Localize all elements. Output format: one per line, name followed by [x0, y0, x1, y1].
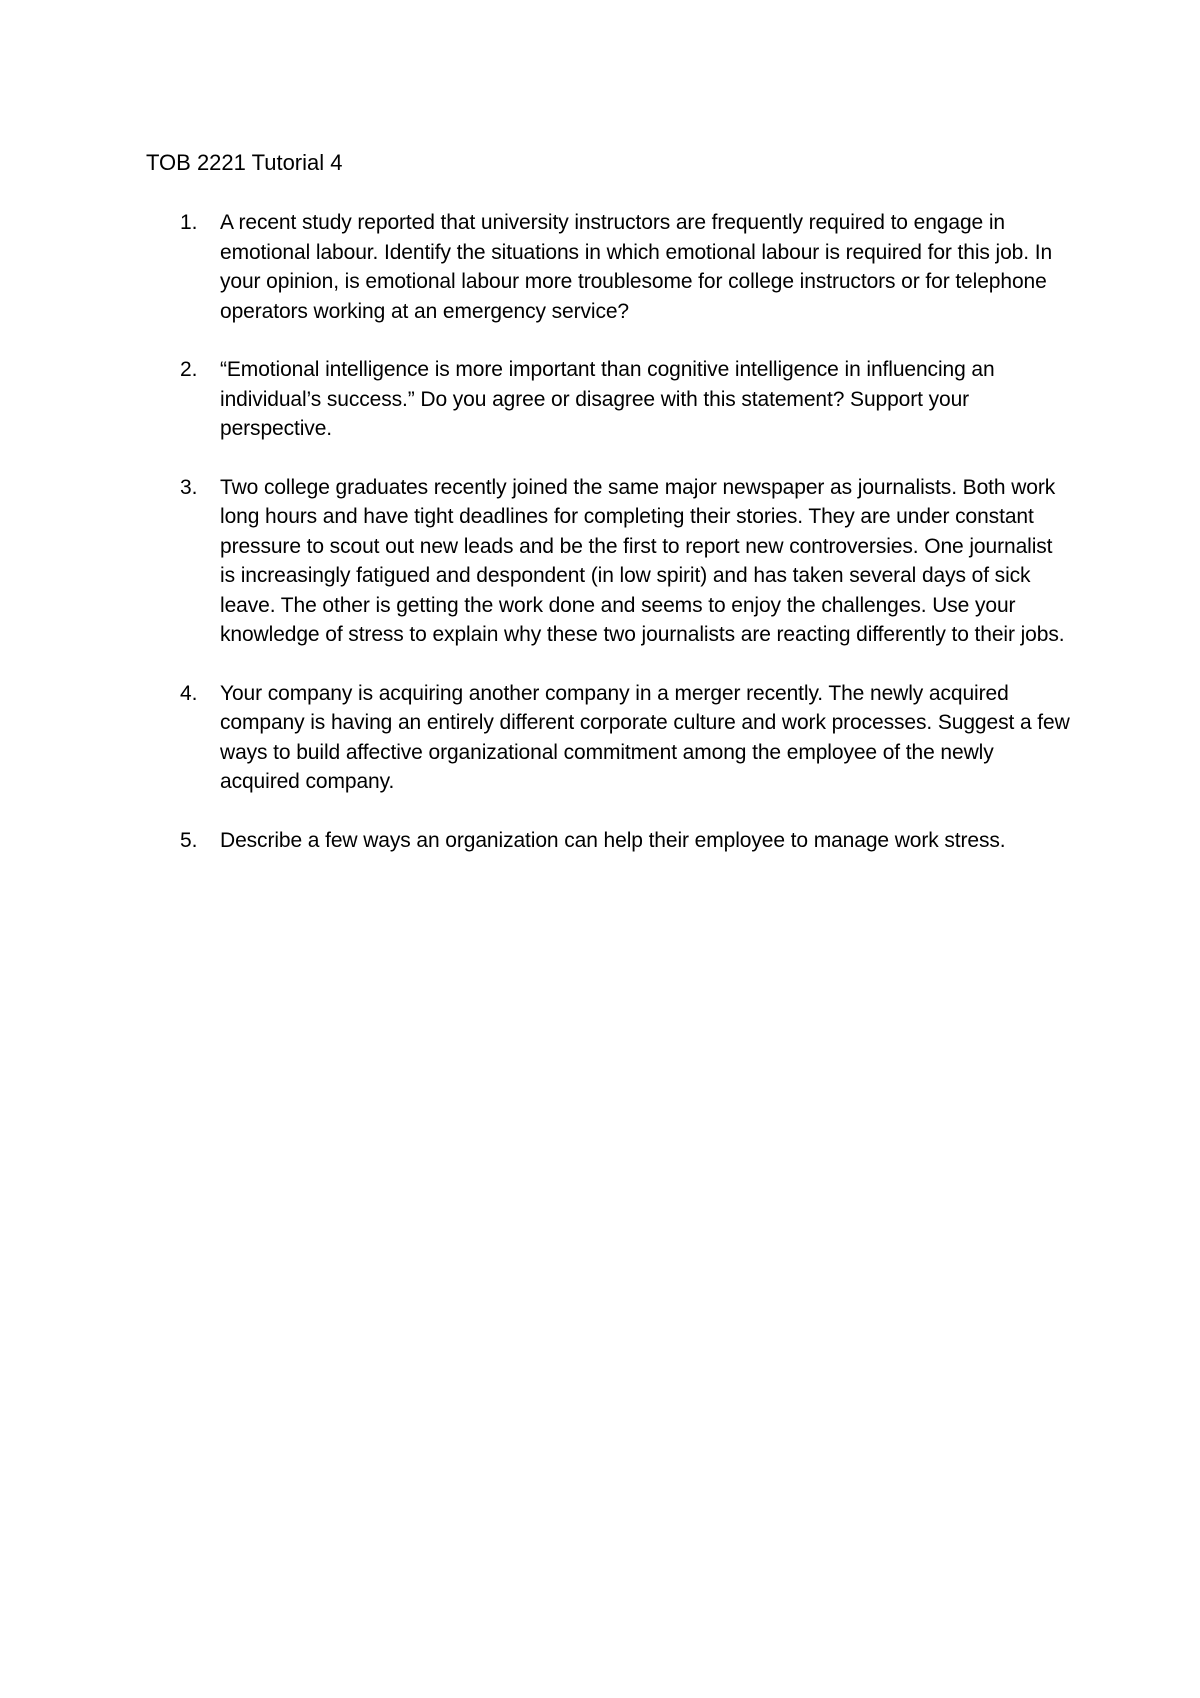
- question-text: Two college graduates recently joined the same major newspaper as journalists. Both work long hours and have tight deadlines for completing their stories. They are under constant pressure to scout out new leads and be the first to report new controversies. One journalist is increasingly fatigued and despondent (in low spirit) and has taken several days of sick leave. The other is getting the work done and seems to enjoy the challenges. Use your knowledge of stress to explain why these two journalists are reacting differently to their jobs.: [220, 475, 1065, 646]
- question-list: [180, 208, 1070, 884]
- question-text: “Emotional intelligence is more important than cognitive intelligence in influencing an individual’s success.” Do you agree or disagree with this statement? Support your perspective.: [220, 358, 995, 440]
- question-number: 3.: [180, 475, 198, 499]
- question-item-2: [180, 355, 1070, 444]
- question-item-1: [180, 208, 1070, 326]
- question-text: A recent study reported that university instructors are frequently required to engage in emotional labour. Identify the situations in which emotional labour is required for this job. In your opinion, is emotional labour more troublesome for college instructors or for telephone operators working at an emergency service?: [220, 211, 1053, 323]
- question-text: Describe a few ways an organization can help their employee to manage work stress.: [220, 828, 1006, 852]
- question-number: 4.: [180, 681, 198, 705]
- document-title: TOB 2221 Tutorial 4: [146, 150, 343, 175]
- question-text: Your company is acquiring another company in a merger recently. The newly acquired company is having an entirely different corporate culture and work processes. Suggest a few ways to build affective organizational commitment among the employee of the newly acquired company.: [220, 681, 1070, 793]
- question-number: 2.: [180, 358, 198, 381]
- question-number: 5.: [180, 828, 198, 852]
- question-item-5: [180, 826, 1070, 856]
- question-number: 1.: [180, 211, 198, 234]
- question-item-3: [180, 473, 1070, 650]
- question-item-4: [180, 679, 1070, 797]
